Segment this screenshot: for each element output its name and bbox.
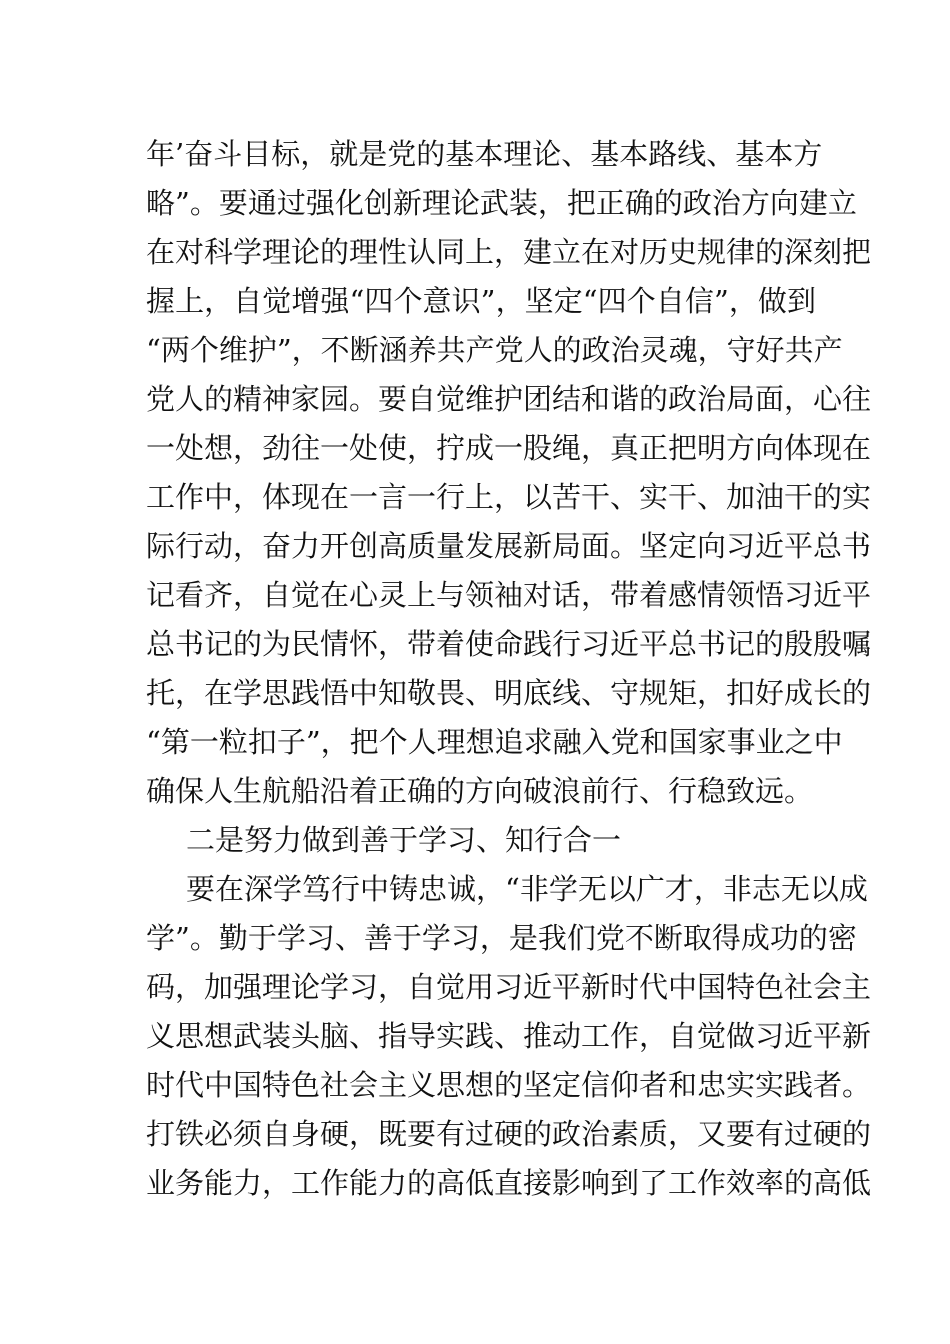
- paragraph-1-line-10: 记看齐，自觉在心灵上与领袖对话，带着感情领悟习近平: [146, 578, 872, 612]
- paragraph-1-line-3: 在对科学理论的理性认同上，建立在对历史规律的深刻把: [146, 235, 872, 269]
- paragraph-1-line-1: 年’奋斗目标，就是党的基本理论、基本路线、基本方: [146, 137, 823, 171]
- paragraph-1-line-7: 一处想，劲往一处使，拧成一股绳，真正把明方向体现在: [146, 431, 872, 465]
- paragraph-1-line-13: “第一粒扣子”，把个人理想追求融入党和国家事业之中: [146, 725, 843, 759]
- paragraph-1-line-9: 际行动，奋力开创高质量发展新局面。坚定向习近平总书: [146, 529, 872, 563]
- paragraph-1-line-5: “两个维护”，不断涵养共产党人的政治灵魂，守好共产: [146, 333, 843, 367]
- paragraph-2-line-7: 业务能力，工作能力的高低直接影响到了工作效率的高低: [146, 1166, 872, 1200]
- paragraph-1-line-12: 托，在学思践悟中知敬畏、明底线、守规矩，扣好成长的: [146, 676, 872, 710]
- paragraph-1-line-14: 确保人生航船沿着正确的方向破浪前行、行稳致远。: [146, 774, 814, 808]
- paragraph-1-line-6: 党人的精神家园。要自觉维护团结和谐的政治局面，心往: [146, 382, 872, 416]
- paragraph-2-line-3: 码，加强理论学习，自觉用习近平新时代中国特色社会主: [146, 970, 872, 1004]
- paragraph-2-line-5: 时代中国特色社会主义思想的坚定信仰者和忠实实践者。: [146, 1068, 872, 1102]
- paragraph-1-line-8: 工作中，体现在一言一行上，以苦干、实干、加油干的实: [146, 480, 872, 514]
- paragraph-1-line-4: 握上，自觉增强“四个意识”，坚定“四个自信”，做到: [146, 284, 816, 318]
- paragraph-1-line-11: 总书记的为民情怀，带着使命践行习近平总书记的殷殷嘱: [146, 627, 872, 661]
- section-heading: 二是努力做到善于学习、知行合一: [186, 823, 622, 857]
- paragraph-2-line-2: 学”。勤于学习、善于学习，是我们党不断取得成功的密: [146, 921, 857, 955]
- paragraph-2-line-4: 义思想武装头脑、指导实践、推动工作，自觉做习近平新: [146, 1019, 872, 1053]
- paragraph-1-line-2: 略”。要通过强化创新理论武装，把正确的政治方向建立: [146, 186, 857, 220]
- paragraph-2-line-6: 打铁必须自身硬，既要有过硬的政治素质，又要有过硬的: [146, 1117, 872, 1151]
- paragraph-2-line-1: 要在深学笃行中铸忠诚，“非学无以广才，非志无以成: [186, 872, 868, 906]
